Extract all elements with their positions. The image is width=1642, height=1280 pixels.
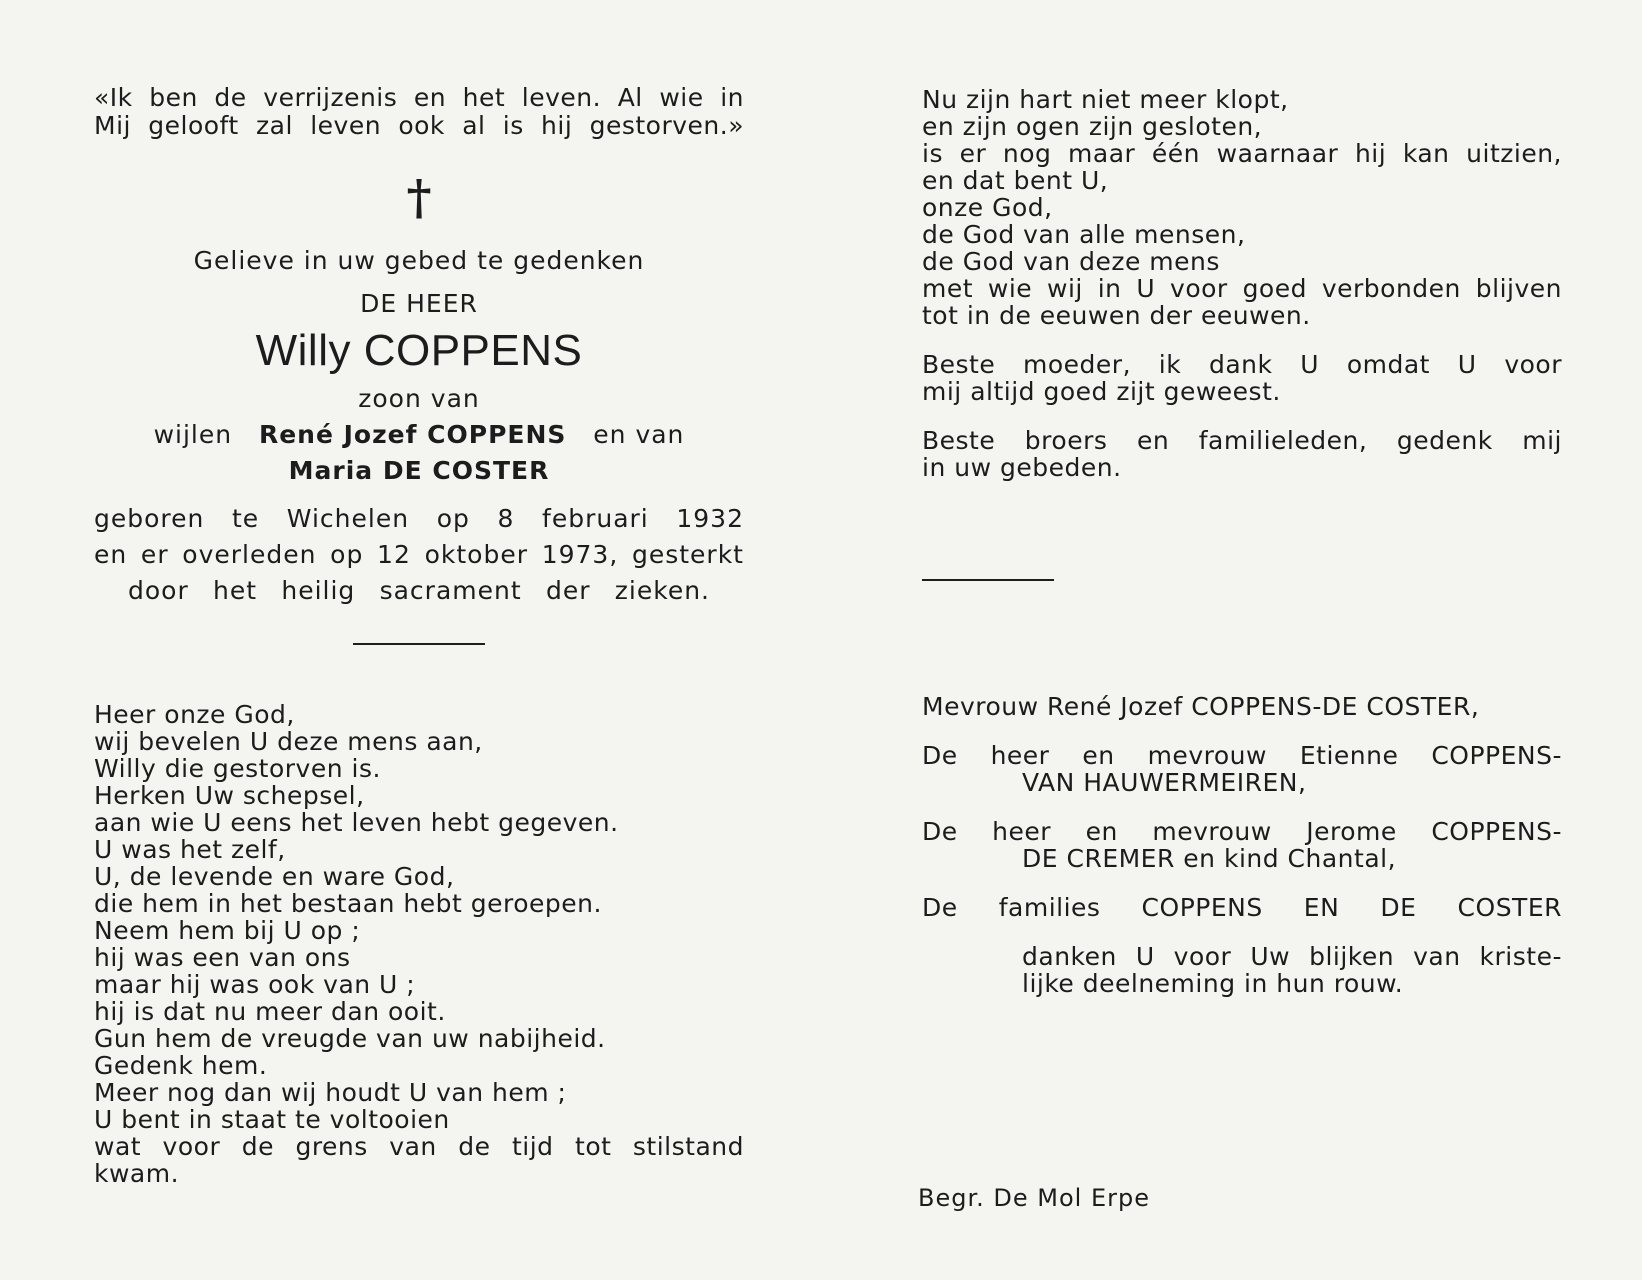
prayer-line: Heer onze God, (94, 700, 295, 729)
prayer-line: U was het zelf, (94, 835, 286, 864)
prayer-line: maar hij was ook van U ; (94, 970, 416, 999)
poem-line: en zijn ogen zijn gesloten, (922, 112, 1263, 141)
poem (922, 86, 1562, 329)
quote-line: Mij gelooft zal leven ook al is hij gestorven.» (94, 111, 744, 140)
family-mother: Mevrouw René Jozef COPPENS-DE COSTER, (922, 692, 1480, 721)
note-line: mij altijd goed zijt geweest. (922, 377, 1281, 406)
family-note (922, 427, 1562, 481)
family-line: De heer en mevrouw Jerome COPPENS- (922, 817, 1562, 846)
prayer-line: aan wie U eens het leven hebt gegeven. (94, 808, 619, 837)
poem-line: en dat bent U, (922, 166, 1109, 195)
family-line: De families COPPENS EN DE COSTER (922, 893, 1562, 922)
quote-line: «Ik ben de verrijzenis en het leven. Al wie in (94, 83, 744, 112)
note-line: in uw gebeden. (922, 453, 1122, 482)
note-line: Beste broers en familieleden, gedenk mij (922, 426, 1562, 455)
deceased-name: Willy COPPENS (255, 326, 583, 375)
divider (353, 643, 485, 645)
family-line: VAN HAUWERMEIREN, (1022, 768, 1307, 797)
prayer-line: wij bevelen U deze mens aan, (94, 727, 483, 756)
poem-line: onze God, (922, 193, 1053, 222)
thanks-line: lijke deelneming in hun rouw. (1022, 969, 1404, 998)
prayer-line: Gun hem de vreugde van uw nabijheid. (94, 1024, 606, 1053)
thanks-line: danken U voor Uw blijken van kriste- (1022, 942, 1562, 971)
father-name: René Jozef COPPENS (258, 420, 567, 449)
son-of-label: zoon van (358, 384, 480, 413)
honorific: DE HEER (360, 289, 478, 318)
family-entry (922, 742, 1562, 796)
poem-line: de God van deze mens (922, 247, 1220, 276)
poem-line: tot in de eeuwen der eeuwen. (922, 301, 1311, 330)
birth-line: door het heilig sacrament der zieken. (128, 576, 710, 605)
prayer-line: die hem in het bestaan hebt geroepen. (94, 889, 602, 918)
parents (94, 417, 744, 489)
parents-suffix: en van (593, 420, 685, 449)
scripture-quote (94, 84, 744, 140)
birth-line: en er overleden op 12 oktober 1973, gesterkt (94, 540, 744, 569)
mother-note (922, 351, 1562, 405)
poem-line: Nu zijn hart niet meer klopt, (922, 85, 1289, 114)
family-list (922, 693, 1562, 997)
cross-icon: † (406, 170, 432, 226)
prayer-line: wat voor de grens van de tijd tot stilstand (94, 1132, 744, 1161)
family-line: De heer en mevrouw Etienne COPPENS- (922, 741, 1562, 770)
prayer (94, 701, 744, 1187)
prayer-line: U, de levende en ware God, (94, 862, 455, 891)
printer-credit: Begr. De Mol Erpe (918, 1184, 1150, 1212)
prayer-line: hij was een van ons (94, 943, 351, 972)
divider (922, 579, 1054, 581)
poem-line: de God van alle mensen, (922, 220, 1246, 249)
poem-line: is er nog maar één waarnaar hij kan uitzien, (922, 139, 1562, 168)
parents-line (94, 417, 744, 453)
birth-death-info (94, 501, 744, 609)
poem-line: met wie wij in U voor goed verbonden blijven (922, 274, 1562, 303)
prayer-line: Gedenk hem. (94, 1051, 268, 1080)
thanks (922, 943, 1562, 997)
prayer-line: U bent in staat te voltooien (94, 1105, 450, 1134)
family-line: DE CREMER en kind Chantal, (1022, 844, 1397, 873)
prayer-line: kwam. (94, 1159, 180, 1188)
prayer-line: Willy die gestorven is. (94, 754, 381, 783)
intro-text: Gelieve in uw gebed te gedenken (193, 246, 645, 275)
prayer-line: hij is dat nu meer dan ooit. (94, 997, 446, 1026)
birth-line: geboren te Wichelen op 8 februari 1932 (94, 504, 744, 533)
mother-name: Maria DE COSTER (288, 456, 550, 485)
prayer-line: Neem hem bij U op ; (94, 916, 361, 945)
left-column (94, 84, 744, 1187)
family-entry (922, 818, 1562, 872)
note-line: Beste moeder, ik dank U omdat U voor (922, 350, 1562, 379)
parents-prefix: wijlen (153, 420, 233, 449)
right-column (922, 86, 1562, 997)
prayer-line: Herken Uw schepsel, (94, 781, 365, 810)
prayer-line: Meer nog dan wij houdt U van hem ; (94, 1078, 567, 1107)
